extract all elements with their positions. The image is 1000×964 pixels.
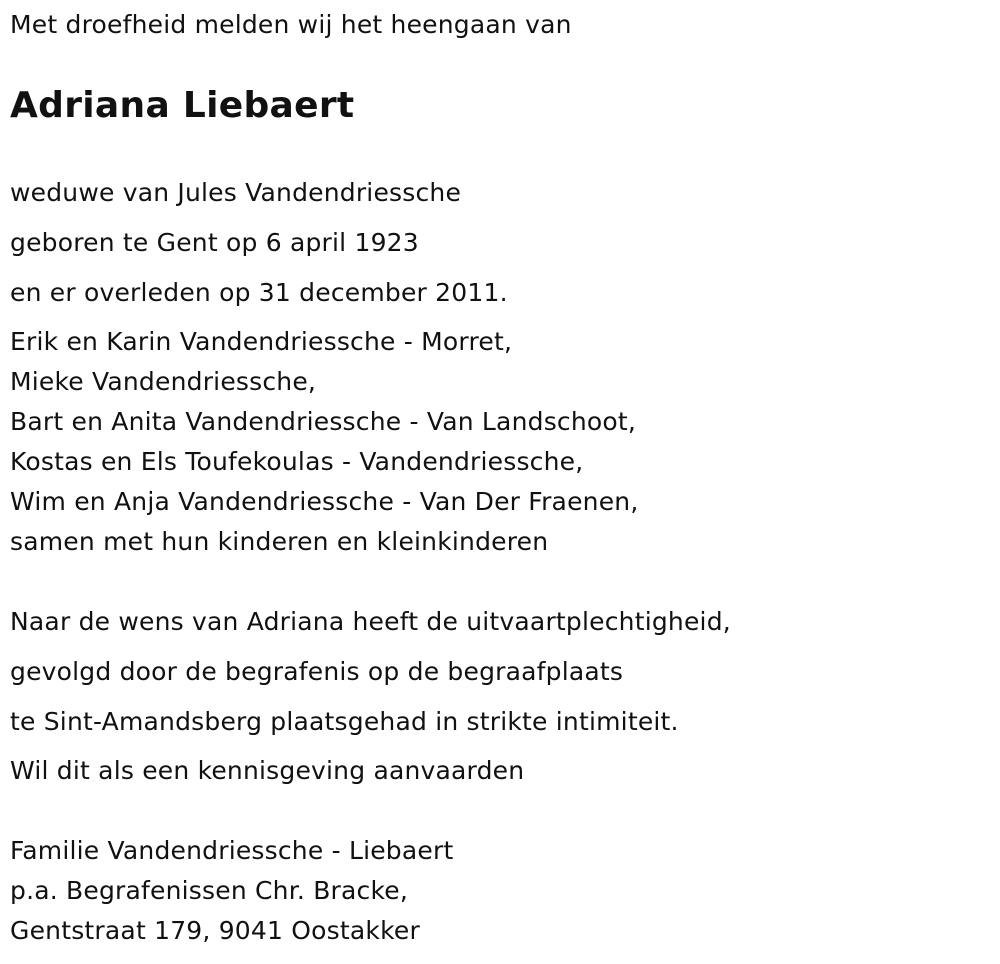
detail-widow-line: weduwe van Jules Vandendriessche (10, 178, 462, 207)
ceremony-line: Wil dit als een kennisgeving aanvaarden (10, 756, 525, 785)
address-line: p.a. Begrafenissen Chr. Bracke, (10, 876, 409, 905)
deceased-name: Adriana Liebaert (10, 85, 355, 126)
ceremony-line: Naar de wens van Adriana heeft de uitvaartplechtigheid, (10, 607, 731, 636)
family-line: Erik en Karin Vandendriessche - Morret, (10, 327, 513, 356)
intro-text: Met droefheid melden wij het heengaan van (10, 10, 572, 39)
ceremony-line: gevolgd door de begrafenis op de begraafplaats (10, 657, 624, 686)
family-line: Wim en Anja Vandendriessche - Van Der Fraenen, (10, 487, 639, 516)
detail-birth-line: geboren te Gent op 6 april 1923 (10, 228, 419, 257)
ceremony-line: te Sint-Amandsberg plaatsgehad in strikte intimiteit. (10, 707, 679, 736)
family-line: Kostas en Els Toufekoulas - Vandendriessche, (10, 447, 584, 476)
address-line: Familie Vandendriessche - Liebaert (10, 836, 454, 865)
family-line: Mieke Vandendriessche, (10, 367, 317, 396)
family-line: Bart en Anita Vandendriessche - Van Landschoot, (10, 407, 637, 436)
detail-death-line: en er overleden op 31 december 2011. (10, 278, 508, 307)
family-line: samen met hun kinderen en kleinkinderen (10, 527, 549, 556)
address-line: Gentstraat 179, 9041 Oostakker (10, 916, 420, 945)
